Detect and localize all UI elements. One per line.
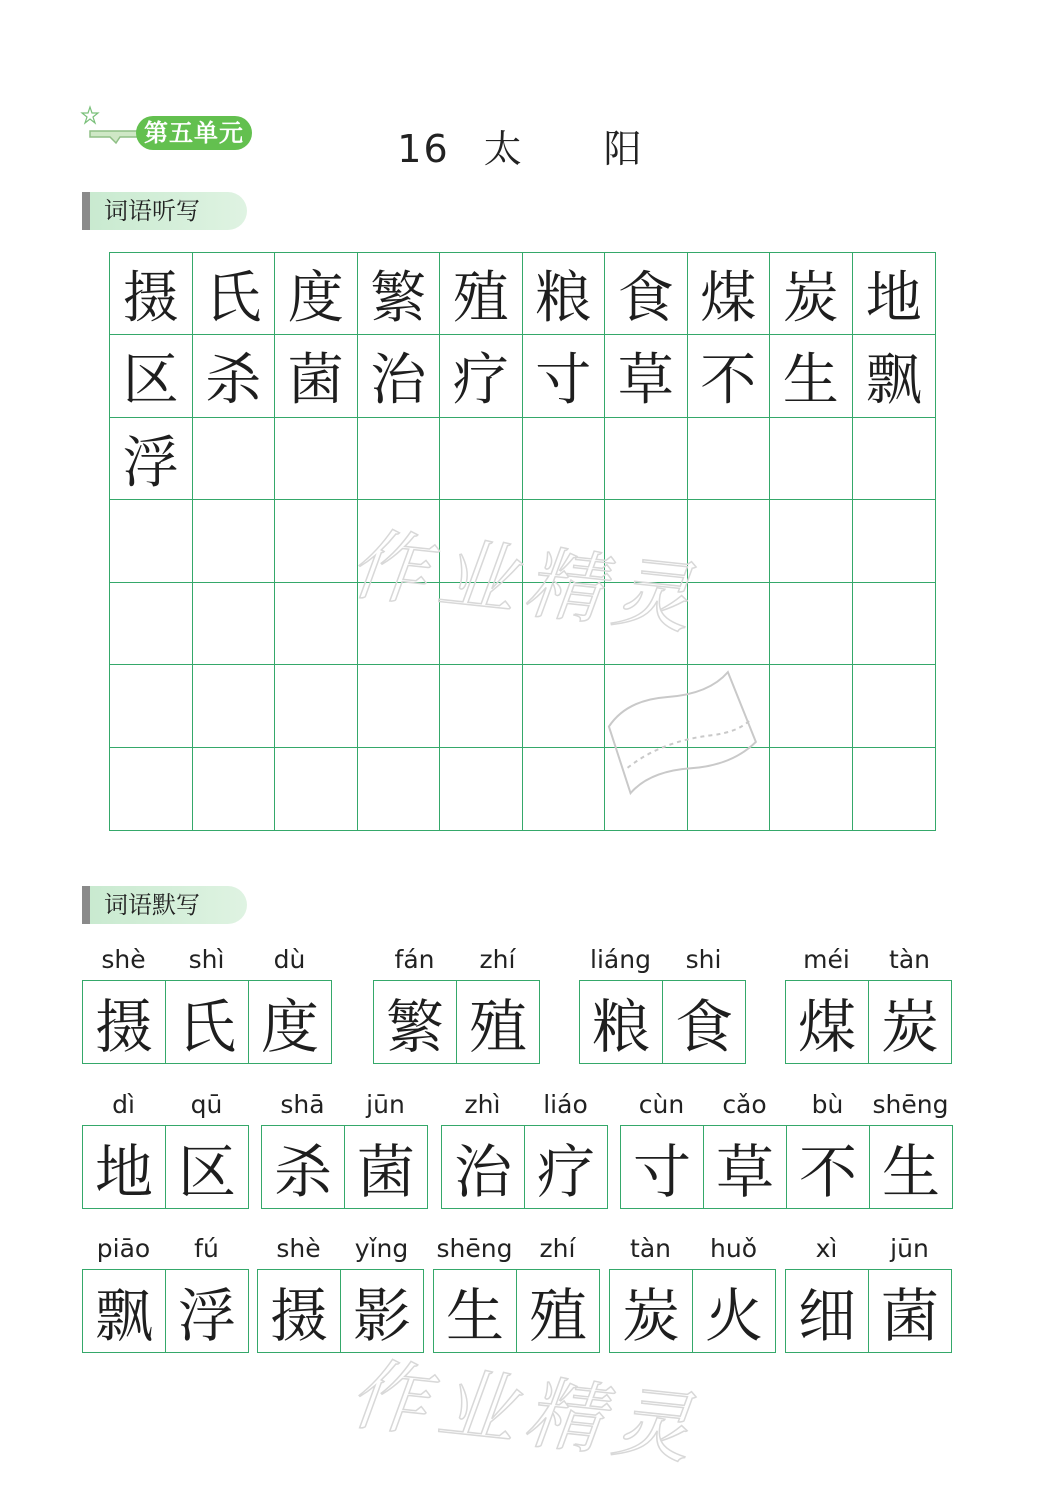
char-box: 殖	[468, 993, 527, 1061]
pinyin-label: jūn	[366, 1090, 405, 1119]
char-box: 繁	[374, 981, 457, 1063]
grid-cell	[193, 748, 276, 830]
char-box: 殖	[528, 1282, 587, 1350]
grid-cell: 飘	[853, 335, 936, 417]
grid-cell	[193, 418, 276, 500]
grid-cell: 菌	[275, 335, 358, 417]
char-box: 浮	[177, 1282, 236, 1350]
grid-cell: 食	[605, 253, 688, 335]
char-box: 不	[787, 1126, 870, 1208]
lesson-number: 16	[397, 127, 450, 171]
pinyin-label: shēng	[436, 1234, 513, 1263]
word-item	[620, 1085, 953, 1209]
char-box: 火	[704, 1282, 763, 1350]
grid-cell: 区	[110, 335, 193, 417]
grid-cell	[440, 748, 523, 830]
word-item	[579, 940, 746, 1064]
grid-cell	[275, 500, 358, 582]
grid-cell	[770, 500, 853, 582]
grid-cell: 炭	[770, 253, 853, 335]
lesson-title-char-2: 阳	[603, 127, 644, 171]
word-item	[257, 1229, 424, 1353]
pinyin-label: cǎo	[722, 1090, 767, 1119]
char-box: 煤	[786, 981, 869, 1063]
word-item	[785, 940, 952, 1064]
grid-cell: 摄	[110, 253, 193, 335]
char-box: 细	[786, 1270, 869, 1352]
pinyin-label: shēng	[872, 1090, 949, 1119]
lesson-title	[0, 118, 1041, 173]
grid-cell	[440, 665, 523, 747]
grid-cell	[770, 665, 853, 747]
unit-label: 第五单元	[136, 116, 252, 150]
grid-cell	[853, 418, 936, 500]
grid-cell: 繁	[358, 253, 441, 335]
grid-cell: 草	[605, 335, 688, 417]
grid-cell: 不	[688, 335, 771, 417]
word-item	[261, 1085, 428, 1209]
grid-cell: 浮	[110, 418, 193, 500]
pinyin-label: liáo	[543, 1090, 588, 1119]
grid-cell	[770, 583, 853, 665]
pinyin-label: huǒ	[710, 1234, 757, 1263]
word-item	[785, 1229, 952, 1353]
pinyin-label: zhí	[539, 1234, 576, 1263]
char-box: 粮	[580, 981, 663, 1063]
section-silent-writing-label: 词语默写	[82, 886, 247, 924]
grid-cell	[110, 500, 193, 582]
pinyin-label: tàn	[889, 945, 930, 974]
word-item	[82, 1085, 249, 1209]
pinyin-label: shè	[101, 945, 146, 974]
grid-cell	[853, 500, 936, 582]
pinyin-label: shā	[280, 1090, 325, 1119]
grid-cell	[358, 418, 441, 500]
word-item	[441, 1085, 608, 1209]
pinyin-label: jūn	[890, 1234, 929, 1263]
pinyin-label: piāo	[96, 1234, 151, 1263]
grid-cell	[605, 418, 688, 500]
grid-cell	[110, 583, 193, 665]
char-box: 寸	[621, 1126, 704, 1208]
pinyin-label: méi	[803, 945, 850, 974]
pinyin-label: qū	[190, 1090, 223, 1119]
section-dictation-label: 词语听写	[82, 192, 247, 230]
grid-cell	[193, 583, 276, 665]
grid-cell	[275, 418, 358, 500]
stamp-logo	[600, 665, 760, 805]
pinyin-label: tàn	[630, 1234, 671, 1263]
char-box: 疗	[536, 1138, 595, 1206]
char-box: 菌	[356, 1138, 415, 1206]
pinyin-label: xì	[815, 1234, 838, 1263]
pinyin-label: dì	[112, 1090, 135, 1119]
grid-cell	[110, 665, 193, 747]
pinyin-label: shi	[685, 945, 722, 974]
grid-cell	[523, 418, 606, 500]
word-item	[82, 1229, 249, 1353]
lesson-title-char-1: 太	[483, 127, 524, 171]
char-box: 区	[177, 1138, 236, 1206]
grid-cell	[440, 418, 523, 500]
grid-cell: 煤	[688, 253, 771, 335]
grid-cell	[523, 665, 606, 747]
char-box: 地	[83, 1126, 166, 1208]
pinyin-label: cùn	[638, 1090, 685, 1119]
grid-cell	[853, 665, 936, 747]
grid-cell: 杀	[193, 335, 276, 417]
char-box: 炭	[610, 1270, 693, 1352]
grid-cell	[110, 748, 193, 830]
grid-cell	[853, 748, 936, 830]
pinyin-label: shè	[276, 1234, 321, 1263]
char-box: 生	[881, 1138, 940, 1206]
grid-cell	[853, 583, 936, 665]
grid-cell	[275, 583, 358, 665]
pinyin-label: zhì	[464, 1090, 501, 1119]
char-box: 草	[704, 1126, 787, 1208]
char-box: 飘	[83, 1270, 166, 1352]
grid-cell	[193, 665, 276, 747]
word-item	[609, 1229, 776, 1353]
grid-cell: 殖	[440, 253, 523, 335]
char-box: 菌	[880, 1282, 939, 1350]
pinyin-label: zhí	[479, 945, 516, 974]
grid-cell	[275, 665, 358, 747]
pinyin-label: bù	[811, 1090, 844, 1119]
grid-cell: 地	[853, 253, 936, 335]
grid-cell: 度	[275, 253, 358, 335]
pinyin-label: yǐng	[354, 1234, 409, 1263]
grid-cell: 治	[358, 335, 441, 417]
grid-cell: 寸	[523, 335, 606, 417]
char-box: 杀	[262, 1126, 345, 1208]
word-item	[433, 1229, 600, 1353]
grid-cell: 疗	[440, 335, 523, 417]
word-item	[373, 940, 540, 1064]
watermark: 作业精灵	[345, 519, 706, 647]
grid-cell	[358, 665, 441, 747]
word-item	[82, 940, 332, 1064]
grid-cell	[275, 748, 358, 830]
char-box: 生	[434, 1270, 517, 1352]
grid-cell: 生	[770, 335, 853, 417]
grid-cell	[770, 748, 853, 830]
char-box: 影	[352, 1282, 411, 1350]
grid-cell	[193, 500, 276, 582]
pinyin-label: dù	[273, 945, 306, 974]
char-box: 摄	[258, 1270, 341, 1352]
char-box: 炭	[880, 993, 939, 1061]
grid-cell: 氏	[193, 253, 276, 335]
pinyin-label: liáng	[590, 945, 651, 974]
char-box: 食	[674, 993, 733, 1061]
char-box: 氏	[166, 981, 249, 1063]
watermark-bottom: 作业精灵	[345, 1349, 706, 1477]
pinyin-label: shì	[188, 945, 225, 974]
grid-cell	[770, 418, 853, 500]
grid-cell	[358, 748, 441, 830]
char-box: 治	[442, 1126, 525, 1208]
char-box: 度	[260, 993, 319, 1061]
char-box: 摄	[83, 981, 166, 1063]
grid-cell	[688, 418, 771, 500]
grid-cell	[523, 748, 606, 830]
grid-cell: 粮	[523, 253, 606, 335]
pinyin-label: fán	[394, 945, 435, 974]
pinyin-label: fú	[194, 1234, 219, 1263]
